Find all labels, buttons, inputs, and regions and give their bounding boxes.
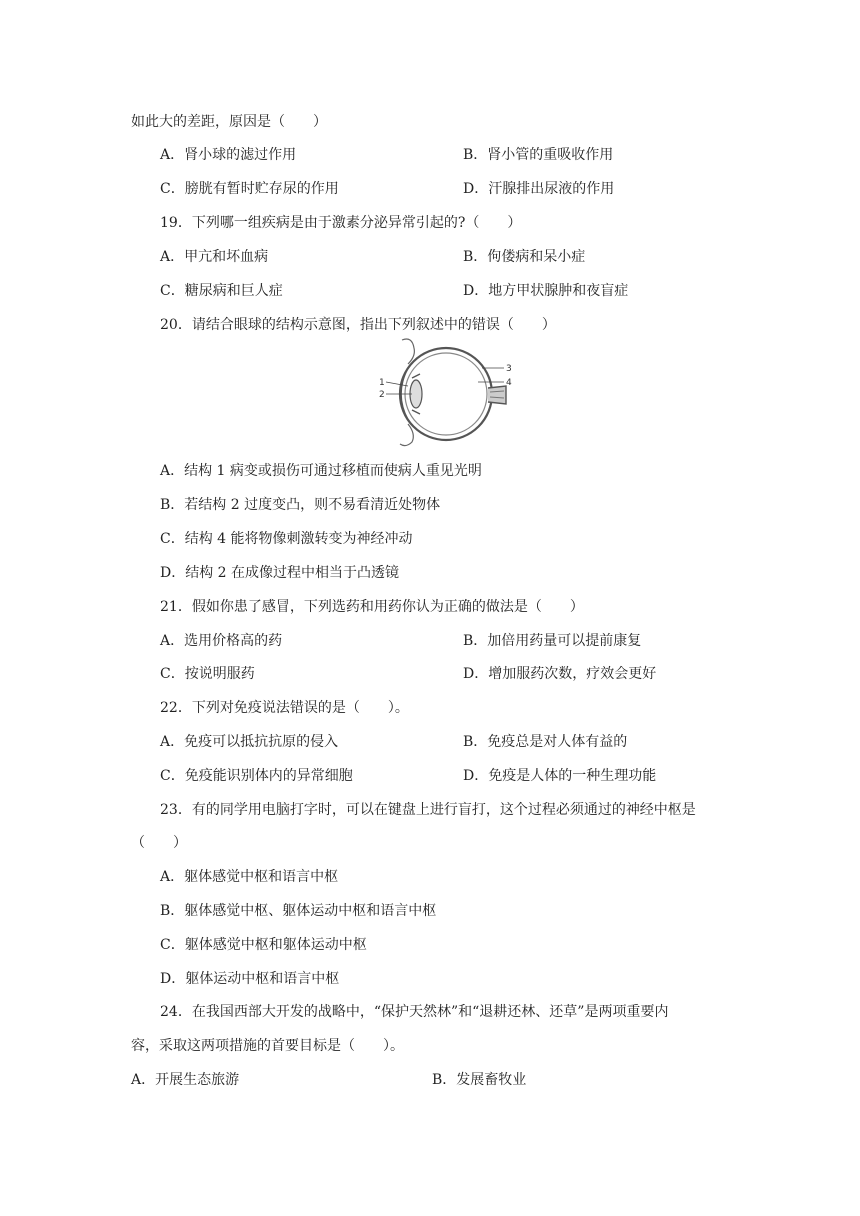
q19-stem: 19．下列哪一组疾病是由于激素分泌异常引起的?（ ） [160, 215, 522, 231]
q21-option-a[interactable]: A．选用价格高的药 [160, 633, 283, 649]
q22-option-a[interactable]: A．免疫可以抵抗抗原的侵入 [160, 734, 339, 750]
q19-option-a[interactable]: A．甲亢和坏血病 [160, 249, 269, 265]
q24-option-b[interactable]: B．发展畜牧业 [432, 1072, 527, 1088]
q20-stem: 20．请结合眼球的结构示意图，指出下列叙述中的错误（ ） [160, 317, 556, 333]
q24-stem: 24．在我国西部大开发的战略中，“保护天然林”和“退耕还林、还草”是两项重要内 [160, 1004, 669, 1020]
q23-option-b[interactable]: B．躯体感觉中枢、躯体运动中枢和语言中枢 [160, 903, 437, 919]
q22-option-c[interactable]: C．免疫能识别体内的异常细胞 [160, 768, 353, 784]
q23-option-a[interactable]: A．躯体感觉中枢和语言中枢 [160, 869, 339, 885]
q21-option-d[interactable]: D．增加服药次数，疗效会更好 [463, 666, 657, 682]
label-2: 2 [379, 390, 385, 400]
lower-eyelid [400, 424, 413, 446]
q20-option-b[interactable]: B．若结构 2 过度变凸，则不易看清近处物体 [160, 497, 441, 513]
q20-option-d[interactable]: D．结构 2 在成像过程中相当于凸透镜 [160, 565, 400, 581]
q23-option-c[interactable]: C．躯体感觉中枢和躯体运动中枢 [160, 937, 367, 953]
optic-nerve [488, 386, 506, 404]
q20-option-c[interactable]: C．结构 4 能将物像刺激转变为神经冲动 [160, 531, 413, 547]
q22-option-d[interactable]: D．免疫是人体的一种生理功能 [463, 768, 657, 784]
q21-option-c[interactable]: C．按说明服药 [160, 666, 255, 682]
label-line-1 [386, 382, 408, 386]
q18-option-c[interactable]: C．膀胱有暂时贮存尿的作用 [160, 181, 339, 197]
q19-option-b[interactable]: B．佝偻病和呆小症 [463, 249, 586, 265]
q18-option-b[interactable]: B．肾小管的重吸收作用 [463, 147, 614, 163]
eyeball-diagram-svg [378, 334, 514, 454]
q24-stem-continued: 容，采取这两项措施的首要目标是（ ）。 [131, 1038, 404, 1054]
q21-option-b[interactable]: B．加倍用药量可以提前康复 [463, 633, 642, 649]
label-3: 3 [506, 364, 512, 374]
q22-option-b[interactable]: B．免疫总是对人体有益的 [463, 734, 628, 750]
upper-eyelid [402, 339, 414, 364]
q18-option-d[interactable]: D．汗腺排出尿液的作用 [463, 181, 615, 197]
q20-option-a[interactable]: A．结构 1 病变或损伤可通过移植而使病人重见光明 [160, 463, 482, 479]
q22-stem: 22．下列对免疫说法错误的是（ ）。 [160, 700, 409, 716]
q18-option-a[interactable]: A．肾小球的滤过作用 [160, 147, 297, 163]
q19-option-d[interactable]: D．地方甲状腺肿和夜盲症 [463, 283, 629, 299]
eyeball-diagram [378, 334, 514, 454]
q24-option-a[interactable]: A．开展生态旅游 [131, 1072, 240, 1088]
q23-stem: 23．有的同学用电脑打字时，可以在键盘上进行盲打，这个过程必须通过的神经中枢是 [160, 802, 696, 818]
label-4: 4 [506, 378, 512, 388]
q19-option-c[interactable]: C．糖尿病和巨人症 [160, 283, 283, 299]
q21-stem: 21．假如你患了感冒，下列选药和用药你认为正确的做法是（ ） [160, 599, 584, 615]
q23-stem-continued: （ ） [131, 835, 187, 851]
q23-option-d[interactable]: D．躯体运动中枢和语言中枢 [160, 971, 340, 987]
label-1: 1 [379, 378, 385, 388]
q18-stem-tail: 如此大的差距，原因是（ ） [131, 114, 327, 130]
